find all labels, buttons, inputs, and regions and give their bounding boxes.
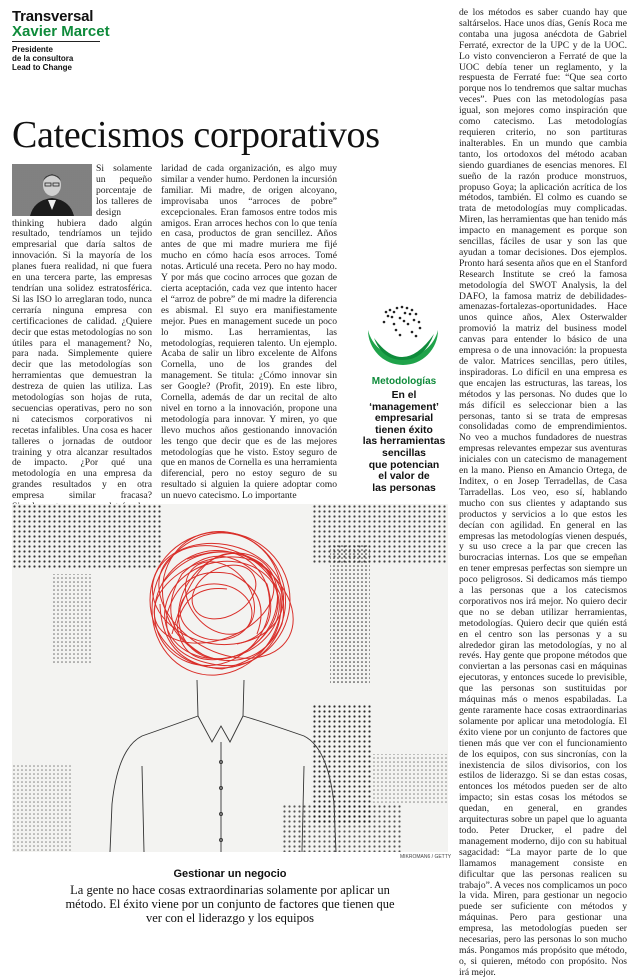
image-credit: MIKROMAN6 / GETTY xyxy=(400,854,452,860)
pull-quote-text xyxy=(350,390,458,494)
author-role xyxy=(12,45,73,72)
article-body-column-1 xyxy=(12,164,152,500)
pull-quote-line: empresarial xyxy=(374,413,434,425)
author-role-line: Lead to Change xyxy=(12,63,73,72)
body-paragraph: laridad de cada organización, es algo muy similar a vender humo. Perdonen la incursión familiar. Mi madre, de origen alcoyano, improvisaba unos “arroces de pobre” excepcionales. Eran famosos entre todos mis amigos. Eran arroces hechos con lo que tenía en casa, productos de gran sencillez. Años antes de que mi madre muriera me fijé mucho en cómo hacía esos arroces. Tomé notas. Articulé una receta. Pero no hay modo. Y por más que cocino arroces que gozan de cierta aceptación, cada vez que intento hacer el “arroz de pobre” de mi madre la diferencia es abismal. El suyo era manifiestamente mejor. Pues en management sucede un poco lo mismo. Las herramientas, las metodologías, requieren talento. Un ejemplo. Acaba de salir un libro excelente de Alfons Cornella, uno de los grandes del management. Se titula: ¿Cómo innovar sin ser Google? (Profit, 2019). En este libro, Cornella, además de dar un recital de alto nivel en torno a la innovación, propone una metodología para innovar. Y miren, yo que llevo muchos años gestionando innovación les tengo que decir que es de las mejores metodologías que he visto. Estoy seguro de que en manos de Cornella es una herramienta diferencial, pero no estoy seguro de su resultado si alguien la quiere adoptar como un nuevo catecismo. Lo importante xyxy=(161,163,337,502)
pull-quote-line: sencillas xyxy=(382,447,426,459)
pull-quote-line: ‘management’ xyxy=(369,401,439,413)
section-label: Transversal xyxy=(12,8,94,25)
author-role-line: Presidente xyxy=(12,45,53,54)
caption-title: Gestionar un negocio xyxy=(173,868,287,880)
header-rule xyxy=(12,41,100,42)
pull-quote-line: el valor de xyxy=(378,471,430,483)
pull-quote-graphic xyxy=(364,290,442,368)
author-role-line: de la consultora xyxy=(12,54,74,63)
body-paragraph: de los métodos es saber cuando hay que saltárselos. Hace unos días, Genís Roca me contaba una jugosa anécdota de Gabriel Ferraté, exrector de la UPC y de la UOC. Lo visto convencieron a Ferraté de que la UOC debía tener un reglamento, y la respuesta de Ferraté fue: “Que sea corto porque nos lo tendremos que saltar muchas veces”. Pues con las metodologías pasa igual, son mejores como inspiración que como catecismo. Las metodologías requieren criterio, no son partituras inalterables. En un mundo que cambia tanto, los ortodoxos del método acaban siendo guardianes de esencias menores. El sueño de la razón produce monstruos, propuso Goya; la aplicación acrítica de los métodos, también. El colmo es cuando se trata de metodologías muy complicadas. Miren, las herramientas que han tenido más impacto en management es porque son sencillas, fáciles de usar y son las que ayudan a tomar decisiones. Dos ejemplos. Pronto hará sesenta años que en el Stanford Research Institute se creó la famosa metodología del SWOT Analysis, la del DAFO, la famosa matriz de debilidades-amenazas-fortalezas-oportunidades. Hace unos quince años, Alex Osterwalder promovió la matriz del business model canvas para entender lo básico de una empresa o de una innovación: la propuesta de valor. Matrices sencillas, pero útiles, inspiradoras. Lo difícil en una empresa es que encajen las estructuras, las tareas, los métodos y las personas. No dudes que lo más difícil es seleccionar bien a las personas, tanto si se trata de empresas consolidadas como de emprendimientos. No veo a muchos fundadores de nuestras empresas relevantes empezar sus aventuras iniciales con un catecismo de management en la mano. Pienso en Amancio Ortega, de Inditex, o en Josep Terradellas, de Casa Tarradellas. Los veo, eso sí, hablando mucho con sus clientes y adaptando sus productos y servicios a lo que estos les decían con agilidad. En general en las empresas las metodologías vienen después, y su uso crece a la par que crecen las burocracias internas. Los que se empeñan en tener empresas perfectas son siempre un poco peligrosos. Si dedicamos más tiempo a las personas que a los catecismos corporativos nos irá mejor. No quiero decir que no se deban utilizar herramientas, metodologías. Quiero decir que quién está en el centro son las personas y a su alrededor giran las metodologías, y no al revés. Hay gente que propone métodos que conviertan a las personas casi en máquinas ejecutoras, y entonces sucede lo previsible, que las personas son sustituidas por máquinas más o menos espabiladas. La gente raramente hace cosas extraordinarias solamente por aplicar una metodología. El éxito viene por un conjunto de factores que tienen más que ver con el funcionamiento de los equipos, con sus sincronías, con la inexistencia de silos divisorios, con los estilos de liderazgo. Si se dan estas cosas, entonces los métodos pueden ser de alto impacto; sin estas cosas los métodos se quedan, en general, en grandes arquitecturas sobre un papel que lo aguanta todo. Peter Drucker, el padre del management moderno, dijo con su habitual sagacidad: “La mayor parte de lo que llamamos management consiste en dificultar que las personas realicen su trabajo”. A veces nos complicamos un poco la vida. Miren, para gestionar un negocio puede ser suficiente con métodos y máquinas. Pero para gestionar una empresa, las metodologías pueden ser necesarias, pero las personas lo son mucho más. Pongamos más propósito que método, o, si quieren, método con propósito. Nos irá mejor. xyxy=(459,7,627,978)
caption-text: La gente no hace cosas extraordinarias solamente por aplicar un método. El éxito viene por un conjunto de factores que tienen que ver con el liderazgo y los equipos xyxy=(65,883,395,925)
photo-float-spacer xyxy=(12,164,96,216)
body-paragraph: Si solamente un pequeño porcentaje de los talleres de design thinking hubiera dado algún resultado, tendríamos un tejido empresarial que daría saltos de innovación. Si la mayoría de los planes fuera realidad, ni que fuera en una tercera parte, las empresas tendrían una solidez estratosférica. Si las ISO lo arreglaran todo, nunca cerraría ninguna empresa con certificaciones de calidad. ¿Quiere decir que estas metodologías no son útiles para el management? No, para nada. Simplemente quiere decir que las metodologías son herramientas que demuestran la destreza de quien las utiliza. Las metodologías son hojas de ruta, secuencias operativas, pero no son ni catecismos corporativos ni recetas infalibles. Una cosa es hacer talleres o jornadas de outdoor training y otra alcanzar resultados de impacto. ¿Por qué una metodología en una empresa da grandes resultados y en otra empresa similar fracasa? xyxy=(12,163,152,502)
pull-quote-tag: Metodologías xyxy=(371,376,437,387)
author-name: Xavier Marcet xyxy=(12,23,110,40)
article-body-column-2 xyxy=(161,164,337,500)
illustration xyxy=(12,504,448,852)
pull-quote-line: En el xyxy=(391,390,417,401)
pull-quote-line: tienen éxito xyxy=(375,424,433,436)
pull-quote-line: las personas xyxy=(372,482,436,494)
headline: Catecismos corporativos xyxy=(12,114,380,156)
article-body-column-3 xyxy=(459,7,627,978)
pull-quote-line: que potencian xyxy=(368,459,440,471)
pull-quote-line: las herramientas xyxy=(362,436,446,448)
